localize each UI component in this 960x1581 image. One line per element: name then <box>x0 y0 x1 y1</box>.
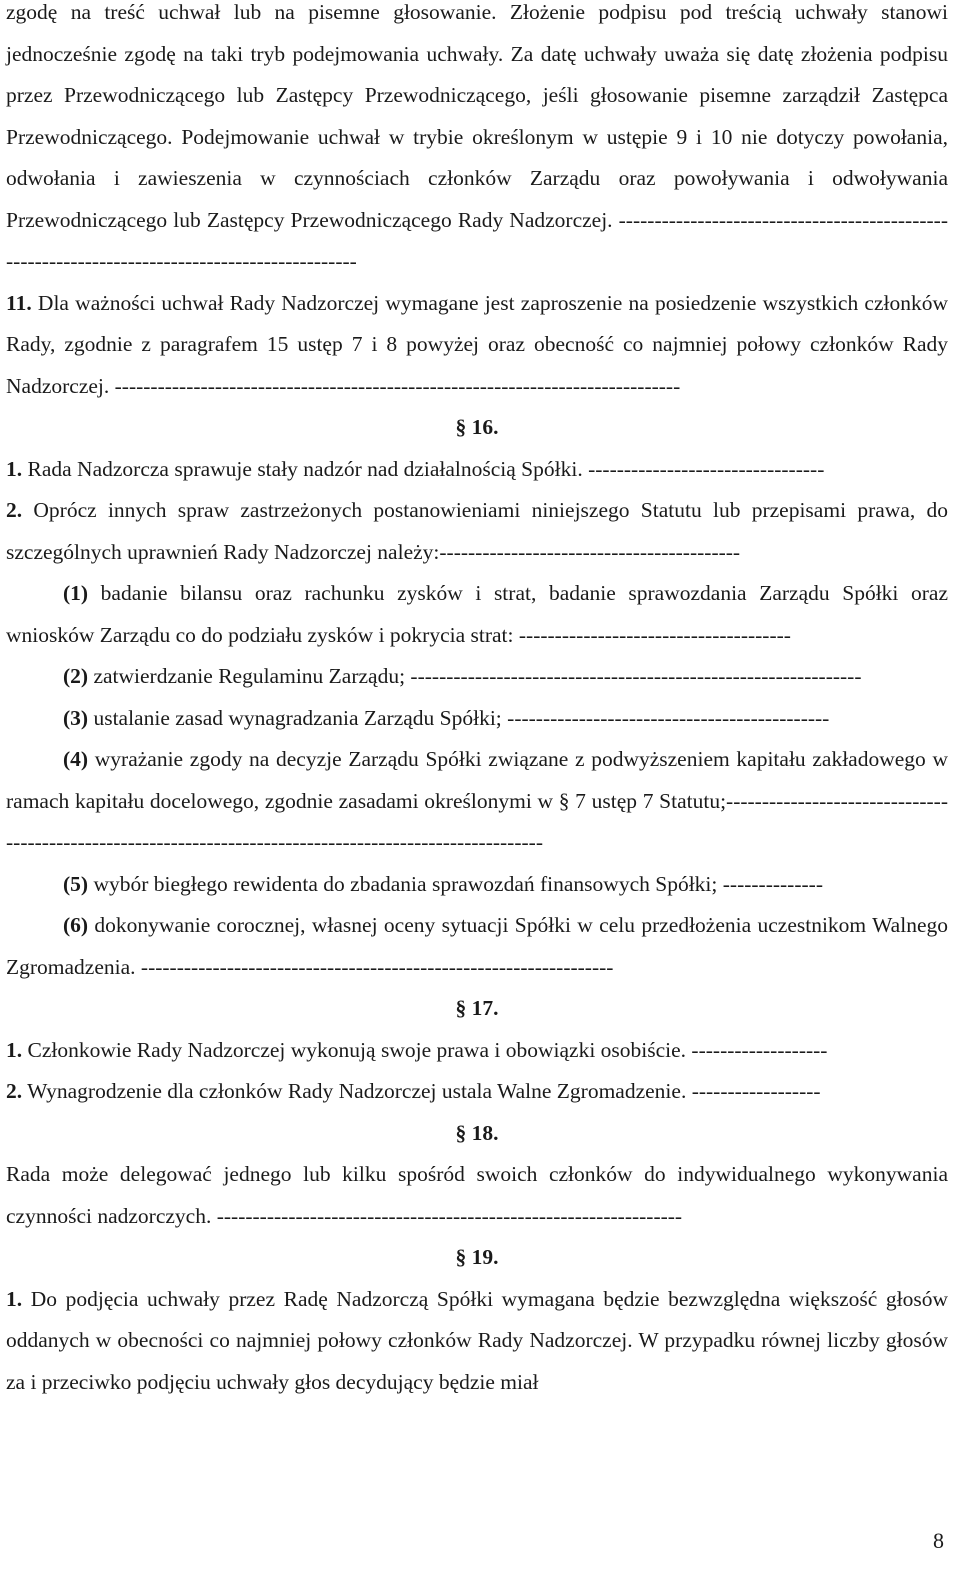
continuation-paragraph: zgodę na treść uchwał lub na pisemne głosowanie. Złożenie podpisu pod treścią uchwały stanowi jednocześnie zgodę na taki tryb podejmowania uchwały. Za datę uchwały uważa się datę złożenia podpisu przez Przewodniczącego lub Zastępcy Przewodniczącego, jeśli głosowanie pisemne zarządził Zastępca Przewodniczącego. Podejmowanie uchwał w trybie określonym w ustępie 9 i 10 nie dotyczy powołania, odwołania i zawieszenia w czynnościach członków Zarządu oraz powoływania i odwoływania Przewodniczącego lub Zastępcy Przewodniczącego Rady Nadzorczej. ----------------------------------------------------------------------------------------------- <box>6 0 948 273</box>
page-number: 8 <box>933 1528 944 1553</box>
paragraph-16-subitem-1 <box>6 573 948 656</box>
item-text: Rada Nadzorcza sprawuje stały nadzór nad działalnością Spółki. --------------------------------- <box>22 456 825 481</box>
subitem-number: (2) <box>63 664 89 688</box>
paragraph-18-text: Rada może delegować jednego lub kilku spośród swoich członków do indywidualnego wykonywania czynności nadzorczych. ----------------------------------------------------------------- <box>6 1162 948 1228</box>
item-number: 2. <box>6 1079 23 1103</box>
subitem-number: (4) <box>63 747 89 771</box>
subitem-text: badanie bilansu oraz rachunku zysków i strat, badanie sprawozdania Zarządu Spółki oraz wniosków Zarządu co do podziału zysków i pokrycia strat: -------------------------------------- <box>6 581 948 647</box>
paragraph-16-subitem-3 <box>6 698 948 740</box>
item-text: Do podjęcia uchwały przez Radę Nadzorczą Spółki wymagana będzie bezwzględna większość głosów oddanych w obecności co najmniej połowy członków Rady Nadzorczej. W przypadku równej liczby głosów za i przeciwko podjęciu uchwały głos decydujący będzie miał <box>6 1286 948 1394</box>
item-text: Dla ważności uchwał Rady Nadzorczej wymagane jest zaproszenie na posiedzenie wszystkich członków Rady, zgodnie z paragrafem 15 ustęp 7 i 8 powyżej oraz obecność co najmniej połowy członków Rady Nadzorczej. ------------------------------------------------------------------------------- <box>6 290 948 398</box>
item-number: 11. <box>6 290 32 315</box>
subitem-text: wybór biegłego rewidenta do zbadania sprawozdań finansowych Spółki; -------------- <box>88 871 823 896</box>
item-number: 1. <box>6 456 23 481</box>
paragraph-16-subitem-5 <box>6 864 948 906</box>
subitem-text: zatwierdzanie Regulaminu Zarządu; --------------------------------------------------------------- <box>88 664 862 688</box>
subitem-text: wyrażanie zgody na decyzje Zarządu Spółki związane z podwyższeniem kapitału zakładowego w ramach kapitału docelowego, zgodnie zasadami określonymi w § 7 ustęp 7 Statutu;---------------------------------------------------------------------------------------------------------- <box>6 747 948 854</box>
paragraph-16-item-1 <box>6 449 948 491</box>
subitem-number: (1) <box>63 581 89 605</box>
section-heading-16: § 16. <box>455 415 499 439</box>
paragraph-16-item-2 <box>6 490 948 573</box>
paragraph-16-subitem-6 <box>6 905 948 988</box>
paragraph-16-subitem-2 <box>6 656 948 698</box>
subitem-number: (6) <box>63 913 89 937</box>
paragraph-19-item-1 <box>6 1279 948 1404</box>
item-number: 2. <box>6 498 23 522</box>
paragraph-16-subitem-4 <box>6 739 948 864</box>
item-text: Oprócz innych spraw zastrzeżonych postanowieniami niniejszego Statutu lub przepisami prawa, do szczególnych uprawnień Rady Nadzorczej należy:------------------------------------------ <box>6 498 948 564</box>
section-heading-17: § 17. <box>455 996 499 1020</box>
paragraph-17-item-1 <box>6 1030 948 1072</box>
subitem-number: (3) <box>63 705 89 730</box>
item-number: 1. <box>6 1037 23 1062</box>
section-heading-18: § 18. <box>455 1120 499 1145</box>
document-content <box>6 0 948 1403</box>
subitem-number: (5) <box>63 871 89 896</box>
item-text: Wynagrodzenie dla członków Rady Nadzorczej ustala Walne Zgromadzenie. ------------------ <box>22 1079 821 1103</box>
subitem-text: ustalanie zasad wynagradzania Zarządu Spółki; --------------------------------------------- <box>88 705 830 730</box>
paragraph-17-item-2 <box>6 1071 948 1113</box>
item-number: 1. <box>6 1286 23 1311</box>
subitem-text: dokonywanie corocznej, własnej oceny sytuacji Spółki w celu przedłożenia uczestnikom Walnego Zgromadzenia. ------------------------------------------------------------------ <box>6 913 948 979</box>
section-heading-19: § 19. <box>455 1245 499 1269</box>
paragraph-15-item-11 <box>6 283 948 408</box>
item-text: Członkowie Rady Nadzorczej wykonują swoje prawa i obowiązki osobiście. ------------------- <box>22 1037 828 1062</box>
